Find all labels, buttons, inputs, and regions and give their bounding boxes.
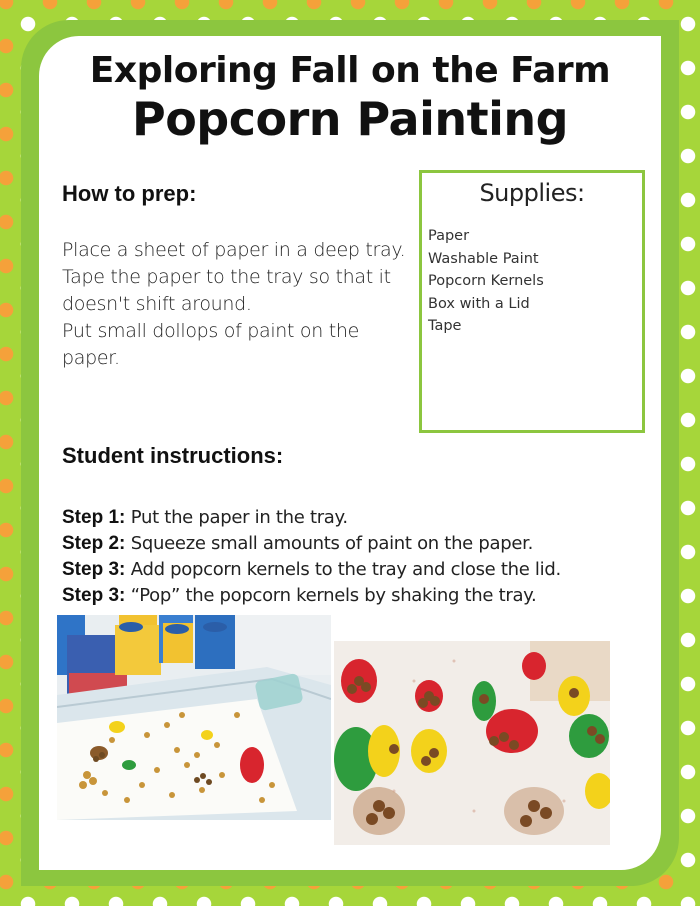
supplies-title: Supplies: [479, 179, 585, 207]
step-row [62, 531, 672, 557]
supply-item: Washable Paint [428, 250, 539, 267]
step-row [62, 557, 672, 583]
photo-tray-illustration [57, 615, 331, 820]
photo-painting [334, 641, 610, 845]
photo-tray [57, 615, 331, 820]
supply-item: Tape [428, 318, 462, 334]
page-title: Popcorn Painting [131, 92, 569, 146]
supplies-list [428, 225, 544, 338]
supplies-box [419, 170, 645, 433]
step-label: Step 1: [62, 507, 126, 528]
prep-text [62, 237, 414, 372]
step-text: Add popcorn kernels to the tray and close the lid. [130, 559, 561, 580]
prep-line: Place a sheet of paper in a deep tray. [62, 239, 406, 261]
prep-line: Put small dollops of paint on the paper. [62, 320, 360, 369]
supply-item: Paper [428, 228, 470, 244]
student-heading: Student instructions: [62, 443, 284, 468]
step-row [62, 505, 672, 531]
step-label: Step 3: [62, 559, 126, 580]
supply-item: Box with a Lid [428, 295, 530, 312]
supply-item: Popcorn Kernels [428, 273, 544, 289]
steps-list [62, 505, 672, 609]
step-label: Step 3: [62, 585, 126, 606]
step-text: “Pop” the popcorn kernels by shaking the tray. [130, 585, 537, 606]
step-row [62, 583, 672, 609]
step-text: Put the paper in the tray. [130, 507, 348, 528]
step-label: Step 2: [62, 533, 126, 554]
step-text: Squeeze small amounts of paint on the paper. [130, 533, 533, 554]
prep-heading: How to prep: [62, 181, 197, 206]
prep-line: Tape the paper to the tray so that it doesn't shift around. [62, 266, 391, 315]
photo-painting-illustration [334, 641, 610, 845]
page-subtitle: Exploring Fall on the Farm [89, 50, 611, 91]
